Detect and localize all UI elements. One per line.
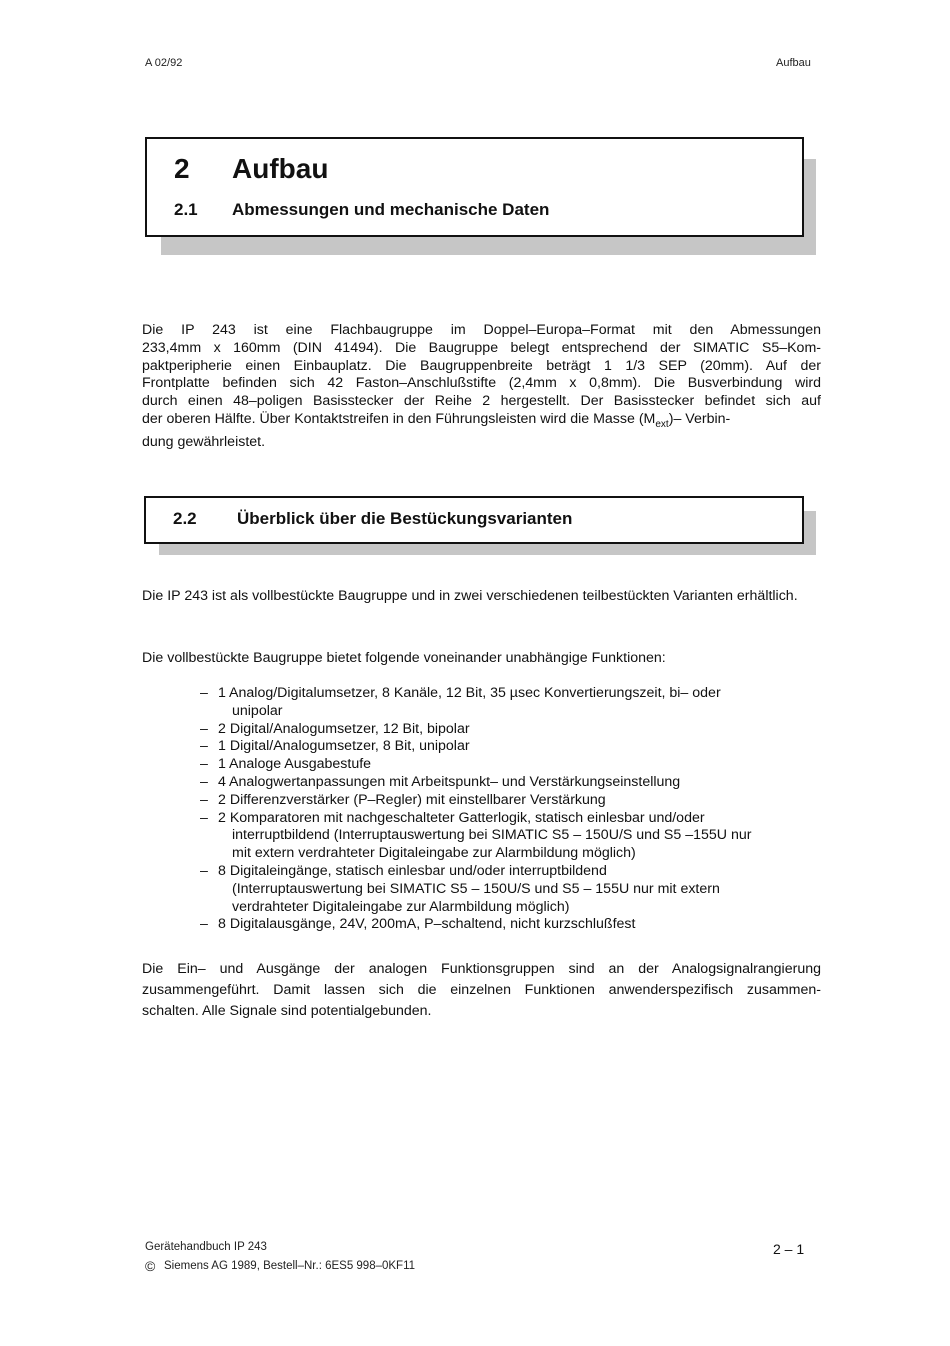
list-item: – 4 Analogwertanpassungen mit Arbeitspunkt– und Verstärkungseinstellung xyxy=(200,773,681,790)
para1-line: 233,4mm x 160mm (DIN 41494). Die Baugruppe belegt entsprechend der SIMATIC S5–Kom- xyxy=(142,339,821,356)
section2-heading-box xyxy=(144,496,804,544)
para4-line: Die Ein– und Ausgänge der analogen Funktionsgruppen sind an der Analogsignalrangierung xyxy=(142,961,821,977)
list-dash: – xyxy=(200,916,208,933)
list-item: – 2 Differenzverstärker (P–Regler) mit einstellbarer Verstärkung xyxy=(200,791,606,808)
list-dash: – xyxy=(200,862,208,879)
list-item: – 1 Analoge Ausgabestufe xyxy=(200,756,372,773)
copyright-icon: © xyxy=(145,1258,156,1274)
subsection2-title: Überblick über die Bestückungsvarianten xyxy=(237,509,573,528)
para4-line: zusammengeführt. Damit lassen sich die einzelnen Funktionen anwenderspezifisch zusammen- xyxy=(142,982,821,998)
para1-line6-b: )– Verbin- xyxy=(668,410,731,427)
chapter-number: 2 xyxy=(174,153,190,184)
subsection-title: Abmessungen und mechanische Daten xyxy=(232,200,550,219)
paragraph-dimensions xyxy=(142,322,821,451)
page-number: 2 – 1 xyxy=(773,1241,805,1257)
para1-line xyxy=(142,411,821,434)
subsection2-number: 2.2 xyxy=(173,509,197,528)
list-item: – 8 Digitaleingänge, statisch einlesbar und/oder interruptbildend (Interruptauswertung bei SIMATIC S5 – 150U/S und S5 – 155U nur mit extern verdrahteter Digitaleingabe zur Alarmbildung möglich) xyxy=(200,862,720,915)
paragraph-functions-intro: Die vollbestückte Baugruppe bietet folgende voneinander unabhängige Funktionen: xyxy=(142,650,666,666)
paragraph-variants: Die IP 243 ist als vollbestückte Baugruppe und in zwei verschiedenen teilbestückten Varianten erhältlich. xyxy=(142,588,798,604)
list-item: – 1 Analog/Digitalumsetzer, 8 Kanäle, 12 Bit, 35 µsec Konvertierungszeit, bi– oder unipolar xyxy=(200,685,721,719)
list-dash: – xyxy=(200,756,208,773)
list-item: – 2 Digital/Analogumsetzer, 12 Bit, bipolar xyxy=(200,720,470,737)
list-dash: – xyxy=(200,809,208,826)
header-right: Aufbau xyxy=(776,57,811,69)
para1-line6-a: der oberen Hälfte. Über Kontaktstreifen in den Führungsleisten wird die Masse (M xyxy=(142,410,656,427)
chapter-title: Aufbau xyxy=(232,153,329,184)
para4-line: schalten. Alle Signale sind potentialgebunden. xyxy=(142,1003,432,1019)
list-dash: – xyxy=(200,791,208,808)
para1-line: durch einen 48–poligen Basisstecker der Reihe 2 hergestellt. Der Basisstecker befindet sich auf xyxy=(142,393,821,410)
para1-line: Die IP 243 ist eine Flachbaugruppe im Doppel–Europa–Format mit den Abmessungen xyxy=(142,322,821,338)
para1-line: paktperipherie einen Einbauplatz. Die Baugruppenbreite beträgt 1 1/3 SEP (20mm). Auf der xyxy=(142,357,821,374)
section-heading-box xyxy=(145,137,804,237)
list-dash: – xyxy=(200,773,208,790)
list-dash: – xyxy=(200,685,208,701)
para1-line: dung gewährleistet. xyxy=(142,433,266,450)
function-list xyxy=(200,685,825,934)
list-dash: – xyxy=(200,720,208,737)
paragraph-signals xyxy=(142,959,821,1022)
para1-line: Frontplatte befinden sich 42 Faston–Anschlußstifte (2,4mm x 0,8mm). Die Busverbindung wird xyxy=(142,375,821,392)
list-item: – 8 Digitalausgänge, 24V, 200mA, P–schaltend, nicht kurzschlußfest xyxy=(200,916,636,933)
footer-copyright: Siemens AG 1989, Bestell–Nr.: 6ES5 998–0KF11 xyxy=(164,1260,416,1272)
footer-title: Gerätehandbuch IP 243 xyxy=(145,1241,267,1253)
list-dash: – xyxy=(200,738,208,755)
subsection-number: 2.1 xyxy=(174,200,198,219)
para1-line6-sub: ext xyxy=(655,418,669,430)
header-left: A 02/92 xyxy=(145,57,183,69)
list-item: – 1 Digital/Analogumsetzer, 8 Bit, unipolar xyxy=(200,738,470,755)
list-item: – 2 Komparatoren mit nachgeschalteter Gatterlogik, statisch einlesbar und/oder interruptbildend (Interruptauswertung bei SIMATIC S5 – 150U/S und S5 –155U nur mit extern verdrahteter Digitaleingabe zur Alarmbildung möglich) xyxy=(200,809,752,862)
